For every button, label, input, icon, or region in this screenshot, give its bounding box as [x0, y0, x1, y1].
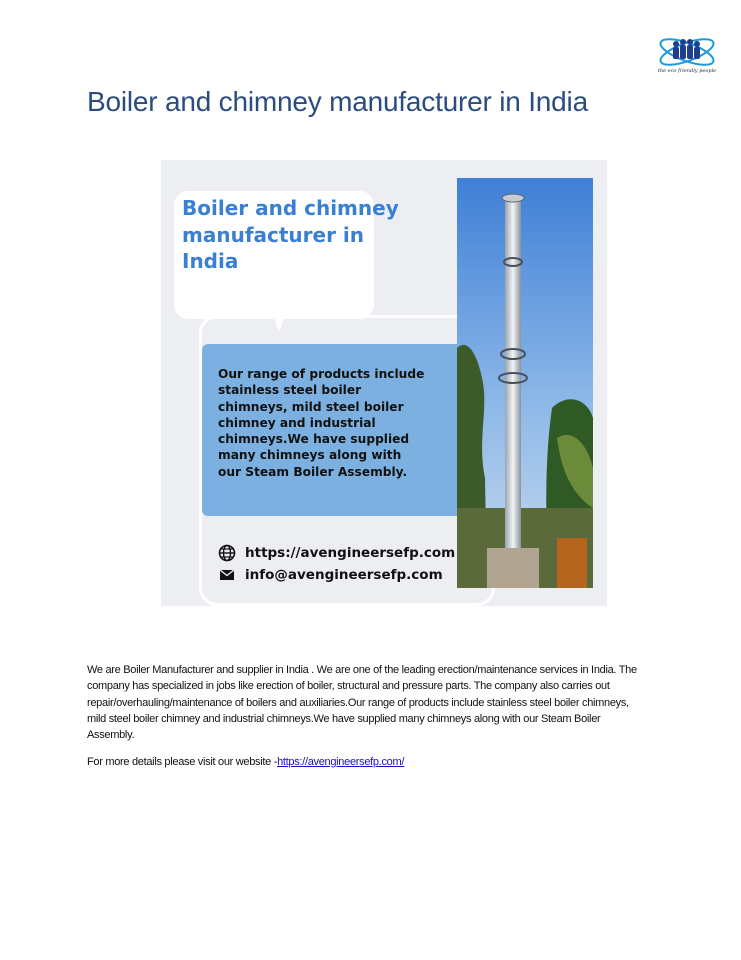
website-row [218, 543, 455, 563]
banner-image [161, 160, 607, 606]
website-text: https://avengineersefp.com [245, 545, 456, 561]
page-title: Boiler and chimney manufacturer in India [87, 86, 588, 117]
banner-heading: Boiler and chimney manufacturer in India [182, 196, 399, 273]
email-text: info@avengineersefp.com [245, 567, 443, 583]
mail-icon [218, 566, 236, 584]
logo-tagline: the eco friendly people [657, 68, 717, 74]
website-link[interactable]: https://avengineersefp.com/ [277, 756, 405, 768]
banner-panel-text: Our range of products include stainless steel boiler chimneys, mild steel boiler chimney and industrial chimneys.We have supplied many chimneys along with our Steam Boiler Assembly. [218, 367, 425, 479]
body-paragraph: We are Boiler Manufacturer and supplier in India . We are one of the leading erection/maintenance services in India. The company has specialized in jobs like erection of boiler, structural and pressure parts. The company also carries out repair/overhauling/maintenance of boilers and auxiliaries.Our range of products include stainless steel boiler chimneys, mild steel boiler chimney and industrial chimneys.We have supplied many chimneys along with our Steam Boiler Assembly. [87, 664, 637, 742]
globe-icon [218, 544, 236, 562]
more-details-line [87, 756, 404, 768]
email-row [218, 565, 443, 585]
more-details-prefix: For more details please visit our website - [87, 756, 278, 768]
chimney-photo [457, 178, 593, 588]
